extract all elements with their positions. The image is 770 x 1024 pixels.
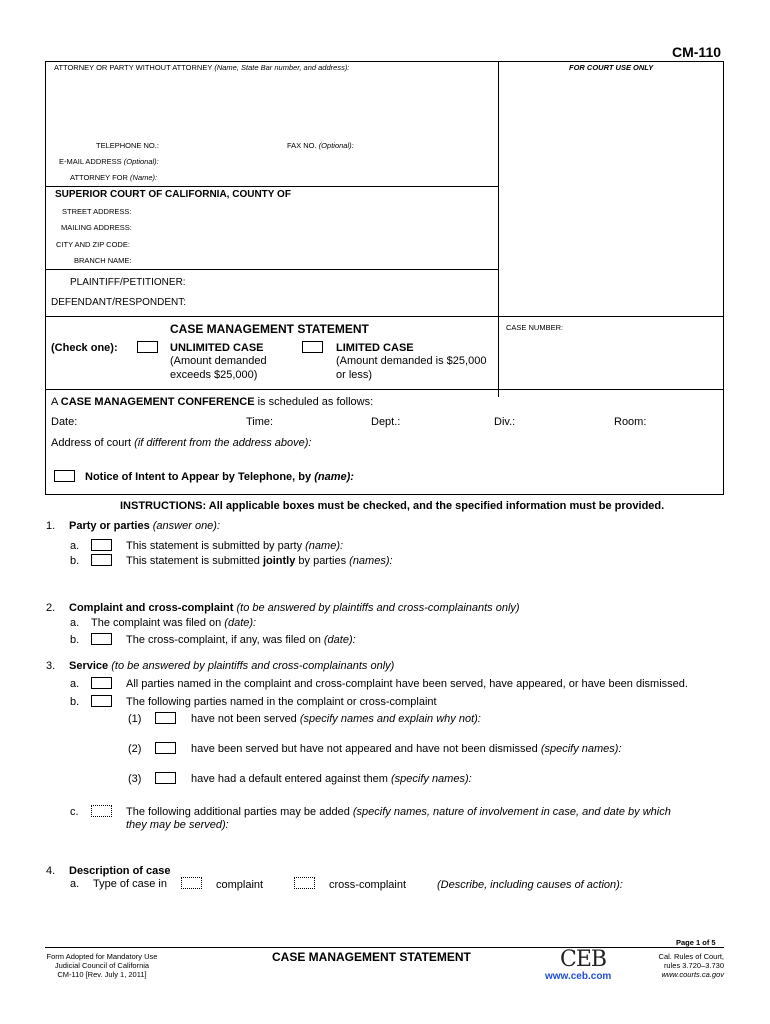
- unlimited-case-checkbox[interactable]: [137, 341, 158, 353]
- header-top-rule: [45, 61, 724, 62]
- section-3b-checkbox[interactable]: [91, 695, 112, 707]
- section-2b-letter: b.: [70, 634, 80, 646]
- statement-rule: [45, 316, 724, 317]
- section-3b2-number: (2): [128, 743, 142, 755]
- section-1b-checkbox[interactable]: [91, 554, 112, 566]
- section-2-number: 2.: [46, 602, 56, 614]
- section-4-number: 4.: [46, 865, 56, 877]
- city-zip-label: CITY AND ZIP CODE:: [56, 240, 130, 249]
- check-one-label: (Check one):: [51, 342, 118, 354]
- section-1b-letter: b.: [70, 555, 80, 567]
- cross-complaint-label: cross-complaint: [329, 879, 407, 891]
- header-bottom-rule: [45, 494, 724, 495]
- section-4-title: Description of case: [69, 865, 171, 877]
- footer-title: CASE MANAGEMENT STATEMENT: [272, 950, 471, 964]
- court-rule: [45, 186, 498, 187]
- ceb-link[interactable]: www.ceb.com: [545, 971, 612, 982]
- section-3-number: 3.: [46, 660, 56, 672]
- section-2b-text: The cross-complaint, if any, was filed on (date):: [126, 634, 356, 646]
- case-number-label: CASE NUMBER:: [506, 323, 564, 332]
- section-2a-letter: a.: [70, 617, 80, 629]
- fax-label: FAX NO. (Optional):: [287, 141, 354, 150]
- court-address-label: Address of court (if different from the address above):: [51, 437, 312, 449]
- section-3b2-checkbox[interactable]: [155, 742, 176, 754]
- section-3b1-checkbox[interactable]: [155, 712, 176, 724]
- limited-case-label: LIMITED CASE: [336, 342, 414, 354]
- section-2a-text: The complaint was filed on (date):: [91, 617, 257, 629]
- section-1a-text: This statement is submitted by party (name):: [126, 540, 344, 552]
- court-use-label: FOR COURT USE ONLY: [569, 63, 654, 72]
- telephone-notice-label: Notice of Intent to Appear by Telephone, by (name):: [85, 471, 354, 483]
- telephone-appearance-checkbox[interactable]: [54, 470, 75, 482]
- section-3b3-checkbox[interactable]: [155, 772, 176, 784]
- section-4a-letter: a.: [70, 878, 80, 890]
- section-3b2-text: have been served but have not appeared and have not been dismissed (specify names):: [191, 743, 622, 755]
- attorney-label: ATTORNEY OR PARTY WITHOUT ATTORNEY (Name, State Bar number, and address):: [54, 63, 350, 72]
- limited-case-note-1: (Amount demanded is $25,000: [336, 355, 487, 367]
- rules-citation: Cal. Rules of Court, rules 3.720–3.730 www.courts.ca.gov: [658, 952, 724, 979]
- instructions: INSTRUCTIONS: All applicable boxes must be checked, and the specified information must be provided.: [120, 500, 665, 512]
- section-3b3-number: (3): [128, 773, 142, 785]
- plaintiff-label: PLAINTIFF/PETITIONER:: [70, 277, 186, 288]
- conference-room-label: Room:: [614, 416, 647, 428]
- section-3-title: Service (to be answered by plaintiffs and cross-complainants only): [69, 660, 395, 672]
- section-3c-text-continued: they may be served):: [126, 819, 229, 831]
- limited-case-note-2: or less): [336, 369, 373, 381]
- complaint-checkbox[interactable]: [181, 877, 202, 889]
- header-left-border: [45, 61, 46, 495]
- conference-div-label: Div.:: [494, 416, 516, 428]
- section-1b-text: This statement is submitted jointly by parties (names):: [126, 555, 393, 567]
- section-3b1-text: have not been served (specify names and explain why not):: [191, 713, 481, 725]
- conference-date-label: Date:: [51, 416, 78, 428]
- unlimited-case-note-1: (Amount demanded: [170, 355, 267, 367]
- court-use-divider: [498, 61, 499, 397]
- section-3b-letter: b.: [70, 696, 80, 708]
- section-2-title: Complaint and cross-complaint (to be answered by plaintiffs and cross-complainants only): [69, 602, 520, 614]
- section-3a-checkbox[interactable]: [91, 677, 112, 689]
- section-1-title: Party or parties (answer one):: [69, 520, 221, 532]
- unlimited-case-note-2: exceeds $25,000): [170, 369, 258, 381]
- header-right-border: [723, 61, 724, 495]
- parties-rule: [45, 269, 498, 270]
- statement-title: CASE MANAGEMENT STATEMENT: [170, 322, 369, 336]
- form-id: CM-110: [672, 44, 722, 60]
- describe-label: (Describe, including causes of action):: [437, 879, 623, 891]
- court-title: SUPERIOR COURT OF CALIFORNIA, COUNTY OF: [55, 189, 291, 200]
- section-3b-text: The following parties named in the complaint or cross-complaint: [126, 696, 437, 708]
- telephone-label: TELEPHONE NO.:: [96, 141, 159, 150]
- limited-case-checkbox[interactable]: [302, 341, 323, 353]
- email-label: E-MAIL ADDRESS (Optional):: [59, 157, 159, 166]
- street-address-label: STREET ADDRESS:: [62, 207, 132, 216]
- conference-time-label: Time:: [246, 416, 274, 428]
- mailing-address-label: MAILING ADDRESS:: [61, 223, 132, 232]
- section-3b1-number: (1): [128, 713, 142, 725]
- page-number: Page 1 of 5: [676, 938, 716, 947]
- footer-rule: [45, 947, 724, 948]
- branch-name-label: BRANCH NAME:: [74, 256, 132, 265]
- section-3c-text: The following additional parties may be added (specify names, nature of involvement in case, and date by which: [126, 806, 671, 818]
- cross-complaint-checkbox[interactable]: [294, 877, 315, 889]
- section-1a-letter: a.: [70, 540, 80, 552]
- section-3b3-text: have had a default entered against them (specify names):: [191, 773, 472, 785]
- section-1-number: 1.: [46, 520, 56, 532]
- attorney-for-label: ATTORNEY FOR (Name):: [70, 173, 158, 182]
- conference-rule: [45, 389, 724, 390]
- defendant-label: DEFENDANT/RESPONDENT:: [51, 297, 187, 308]
- form-adopted: Form Adopted for Mandatory Use Judicial Council of California CM-110 [Rev. July 1, 2011]: [46, 952, 158, 979]
- section-1a-checkbox[interactable]: [91, 539, 112, 551]
- conference-intro: A CASE MANAGEMENT CONFERENCE is scheduled as follows:: [51, 396, 374, 408]
- ceb-logo: CEB: [560, 947, 607, 972]
- section-3c-checkbox[interactable]: [91, 805, 112, 817]
- conference-dept-label: Dept.:: [371, 416, 401, 428]
- section-3a-letter: a.: [70, 678, 80, 690]
- complaint-label: complaint: [216, 879, 264, 891]
- section-2b-checkbox[interactable]: [91, 633, 112, 645]
- section-4a-text: Type of case in: [93, 878, 167, 890]
- section-3a-text: All parties named in the complaint and cross-complaint have been served, have appeared, or have been dismissed.: [126, 678, 688, 690]
- section-3c-letter: c.: [70, 806, 79, 818]
- unlimited-case-label: UNLIMITED CASE: [170, 342, 264, 354]
